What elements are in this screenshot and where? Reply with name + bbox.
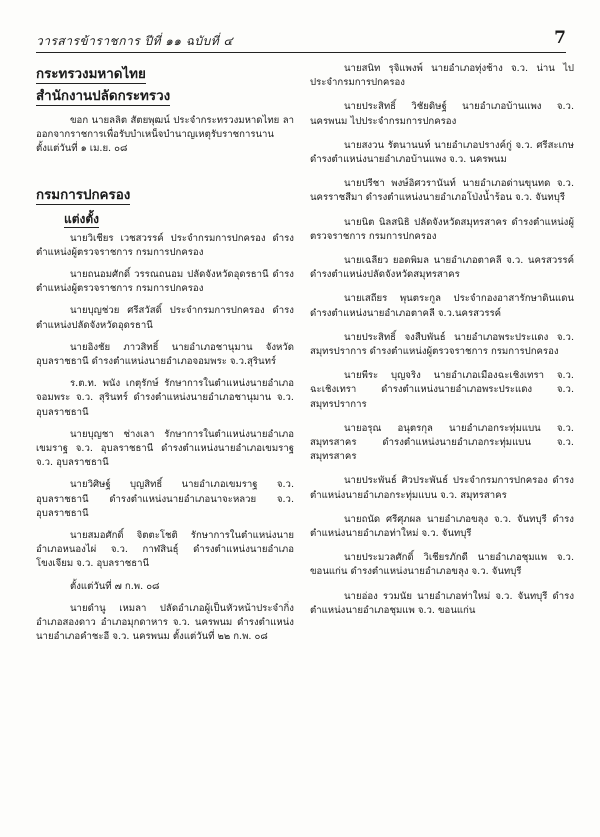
office-heading: สำนักงานปลัดกระทรวง <box>36 88 171 104</box>
paragraph: นายประมวลศักดิ์ วิเชียรภักดี นายอำเภอชุมแพ จ.ว. ขอนแก่น ดำรงตำแหน่งนายอำเภอขลุง จ.ว. จันทบุรี <box>310 552 574 578</box>
right-column <box>310 62 574 628</box>
paragraph: นายถนอมศักดิ์ วรรณถนอม ปลัดจังหวัดอุดรธานี ดำรงตำแหน่งผู้ตรวจราชการ กรมการปกครอง <box>36 269 294 295</box>
journal-title: วารสารข้าราชการ ปีที่ ๑๑ ฉบับที่ ๔ <box>36 34 234 48</box>
paragraph: นายอรุณ อนุตรกุล นายอำเภอกระทุ่มแบน จ.ว. สมุทรสาคร ดำรงตำแหน่งนายอำเภอกระทุ่มแบน จ.ว. สมุทรสาคร <box>310 422 574 463</box>
department-heading: กรมการปกครอง <box>36 186 131 203</box>
effective-date: ตั้งแต่วันที่ ๗ ก.พ. ๐๘ <box>70 580 160 592</box>
page-number: 7 <box>554 28 566 48</box>
paragraph: นายพีระ บุญจริง นายอำเภอเมืองฉะเชิงเทรา จ.ว. ฉะเชิงเทรา ดำรงตำแหน่งนายอำเภอพระประแดง จ.ว. สมุทรปราการ <box>310 370 574 410</box>
paragraph: นายสนิท รุจิแพงพ์ นายอำเภอทุ่งช้าง จ.ว. น่าน ไปประจำกรมการปกครอง <box>310 63 574 89</box>
subheading: แต่งตั้ง <box>64 211 100 226</box>
left-column <box>36 62 294 652</box>
paragraph: นายถนัด ศรีศุภผล นายอำเภอขลุง จ.ว. จันทบุรี ดำรงตำแหน่งนายอำเภอท่าใหม่ จ.ว. จันทบุรี <box>310 513 574 540</box>
paragraph: ร.ต.ท. พนัง เกตุรักษ์ รักษาการในตำแหน่งนายอำเภอจอมพระ จ.ว. สุรินทร์ ดำรงตำแหน่งนายอำเภอชานุมาน จ.ว. อุบลราชธานี <box>36 378 294 418</box>
paragraph: นายประสิทธิ์ วิชัยดิษฐ์ นายอำเภอบ้านแพง จ.ว. นครพนม ไปประจำกรมการปกครอง <box>310 101 574 127</box>
paragraph: นายสงวน รัตนานนท์ นายอำเภอปรางค์กู่ จ.ว. ศรีสะเกษ ดำรงตำแหน่งนายอำเภอบ้านแพง จ.ว. นครพนม <box>310 139 574 166</box>
paragraph: นายอ่อง รวมนัย นายอำเภอท่าใหม่ จ.ว. จันทบุรี ดำรงตำแหน่งนายอำเภอชุมแพ จ.ว. ขอนแก่น <box>310 590 574 616</box>
paragraph: นายบุญชา ช่างเลา รักษาการในตำแหน่งนายอำเภอเขมราฐ จ.ว. อุบลราชธานี ดำรงตำแหน่งนายอำเภอเขมราฐ จ.ว. อุบลราชธานี <box>36 428 294 469</box>
paragraph: นายวิศิษฐ์ บุญสิทธิ์ นายอำเภอเขมราฐ จ.ว. อุบลราชธานี ดำรงตำแหน่งนายอำเภอนาจะหลวย จ.ว. อุบลราชธานี <box>36 479 294 519</box>
ministry-heading: กระทรวงมหาดไทย <box>36 66 146 82</box>
page-header <box>36 30 566 53</box>
paragraph: นายเฉลียว ยอดพิมล นายอำเภอตาคลี จ.ว. นครสวรรค์ ดำรงตำแหน่งปลัดจังหวัดสมุทรสาคร <box>310 255 574 281</box>
paragraph: นายปรีชา พงษ์อิศวรานันท์ นายอำเภอด่านขุนทด จ.ว. นครราชสีมา ดำรงตำแหน่งนายอำเภอโป่งน้ำร้อน จ.ว. จันทบุรี <box>310 178 574 204</box>
paragraph: นายบุญช่วย ศรีสวัสดิ์ ประจำกรมการปกครอง ดำรงตำแหน่งปลัดจังหวัดอุดรธานี <box>36 305 294 331</box>
paragraph: นายดำนู เหมลา ปลัดอำเภอผู้เป็นหัวหน้าประจำกิ่ง อำเภอสองดาว อำเภอมุกดาหาร จ.ว. นครพนม ดำรงตำแหน่งนายอำเภอคำชะอี จ.ว. นครพนม ตั้งแต่วันที่ ๒๒ ก.พ. ๐๘ <box>36 602 294 643</box>
paragraph: นายประสิทธิ์ จงสืบพันธ์ นายอำเภอพระประแดง จ.ว. สมุทรปราการ ดำรงตำแหน่งผู้ตรวจราชการ กรมการปกครอง <box>310 331 574 358</box>
paragraph: นายเสถียร พุนตระกูล ประจำกองอาสารักษาดินแดน ดำรงตำแหน่งนายอำเภอตาคลี จ.ว.นครสวรรค์ <box>310 293 574 319</box>
paragraph: ขอก นายลลิต สัตยพุฒน์ ประจำกระทรวงมหาดไทย ลาออกจากราชการเพื่อรับบำเหน็จบำนาญเหตุรับราชการนาน ตั้งแต่วันที่ ๑ เม.ย. ๐๘ <box>36 115 294 155</box>
paragraph: นายวิเชียร เวชสวรรค์ ประจำกรมการปกครอง ดำรงตำแหน่งผู้ตรวจราชการ กรมการปกครอง <box>36 232 294 258</box>
paragraph: นายประพันธ์ ศิวประพันธ์ ประจำกรมการปกครอง ดำรงตำแหน่งนายอำเภอกระทุ่มแบน จ.ว. สมุทรสาคร <box>310 475 574 501</box>
paragraph: นายสมอศักดิ์ จิตตะโชติ รักษาการในตำแหน่งนายอำเภอหนองไผ่ จ.ว. กาฬสินธุ์ ดำรงตำแหน่งนายอำเภอโขงเจียม จ.ว. อุบลราชธานี <box>36 530 294 570</box>
paragraph: นายนิต นิลสนิธิ ปลัดจังหวัดสมุทรสาคร ดำรงตำแหน่งผู้ตรวจราชการ กรมการปกครอง <box>310 216 574 242</box>
paragraph: นายอิงชัย ภาวสิทธิ์ นายอำเภอชานุมาน จังหวัดอุบลราชธานี ดำรงตำแหน่งนายอำเภอจอมพระ จ.ว.สุรินทร์ <box>36 341 294 368</box>
